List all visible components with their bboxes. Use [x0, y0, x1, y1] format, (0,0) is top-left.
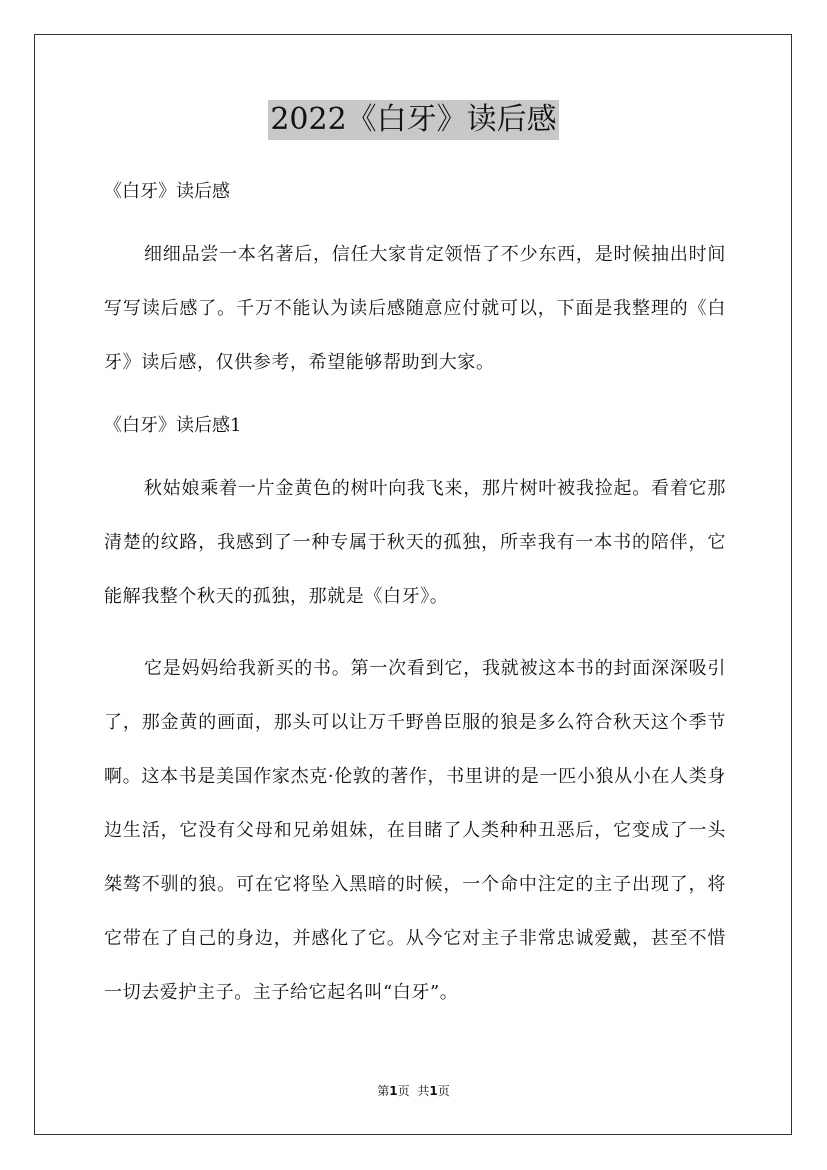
subtitle: 《白牙》读后感 — [104, 181, 230, 202]
section-heading: 《白牙》读后感1 — [104, 415, 242, 436]
total-prefix: 共 — [417, 1084, 430, 1098]
page-footer — [0, 1083, 827, 1099]
body-paragraph-2: 它是妈妈给我新买的书。第一次看到它，我就被这本书的封面深深吸引了，那金黄的画面，那头可以让万千野兽臣服的狼是多么符合秋天这个季节啊。这本书是美国作家杰克·伦敦的著作，书里讲的是一匹小狼从小在人类身边生活，它没有父母和兄弟姐妹，在目睹了人类种种丑恶后，它变成了一头桀骜不驯的狼。可在它将坠入黑暗的时候，一个命中注定的主子出现了，将它带在了自己的身边，并感化了它。从今它对主子非常忠诚爱戴，甚至不惜一切去爱护主子。主子给它起名叫“白牙”。 — [104, 658, 726, 1003]
page-prefix: 第 — [377, 1084, 390, 1098]
document-body — [104, 174, 726, 1038]
document-title: 2022《白牙》读后感 — [268, 100, 558, 140]
intro-paragraph: 细细品尝一本名著后，信任大家肯定领悟了不少东西，是时候抽出时间写写读后感了。千万不能认为读后感随意应付就可以，下面是我整理的《白牙》读后感，仅供参考，希望能够帮助到大家。 — [104, 244, 726, 373]
total-unit: 页 — [437, 1084, 450, 1098]
page-number: 1 — [389, 1084, 398, 1098]
page-unit: 页 — [397, 1084, 410, 1098]
page-total: 1 — [429, 1084, 438, 1098]
body-paragraph-1: 秋姑娘乘着一片金黄色的树叶向我飞来，那片树叶被我捡起。看着它那清楚的纹路，我感到了一种专属于秋天的孤独，所幸我有一本书的陪伴，它能解我整个秋天的孤独，那就是《白牙》。 — [104, 478, 726, 607]
title-wrap — [0, 100, 827, 140]
